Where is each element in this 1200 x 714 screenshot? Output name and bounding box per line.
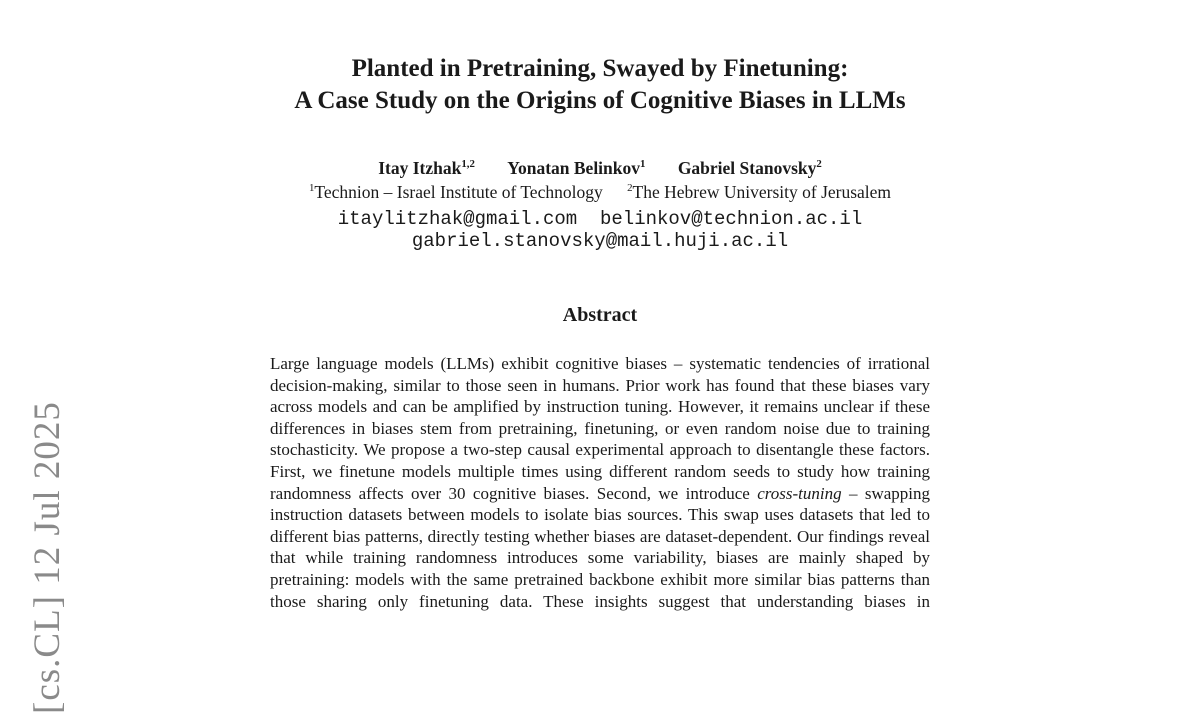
author-name: Yonatan Belinkov: [507, 158, 641, 178]
author-name: Gabriel Stanovsky: [677, 158, 817, 178]
abstract-heading: Abstract: [562, 304, 638, 326]
abstract-segment: Large language models (LLMs) exhibit cognitive biases – systematic tendencies of irrational decision-making, similar to those seen in humans. Prior work has found that these biases vary across models and can be amplified by instruction tuning. However, it remains unclear if these differences in biases stem from pretraining, finetuning, or even random noise due to training stochasticity. We propose a two-step causal experimental approach to disentangle these factors. First, we finetune models multiple times using different random seeds to study how training randomness affects over 30 cognitive biases. Second, we introduce: [270, 354, 930, 503]
author-name: Itay Itzhak: [378, 158, 462, 178]
paper-content: [0, 53, 1200, 612]
author-list: [0, 157, 1200, 179]
author-affiliation-marker: 1: [640, 158, 646, 171]
email-line-2: gabriel.stanovsky@mail.huji.ac.il: [411, 230, 789, 252]
abstract-segment-italic: cross-tuning: [757, 483, 842, 503]
abstract-section: [0, 304, 1200, 612]
affiliation-technion: [309, 182, 603, 202]
paper-title: [0, 53, 1200, 117]
author-gabriel-stanovsky: [678, 158, 822, 178]
affiliation-marker: 1: [308, 182, 315, 195]
affiliation-hebrew-university: [627, 182, 891, 202]
title-line-2: A Case Study on the Origins of Cognitive Biases in LLMs: [294, 87, 906, 114]
email-line-1: itaylitzhak@gmail.com belinkov@technion.ac.il: [337, 208, 863, 230]
abstract-segment: – swapping instruction datasets between models to isolate bias sources. This swap uses datasets that led to different bias patterns, directly testing whether biases are dataset-dependent. Our findings reveal that while training randomness introduces some variability, biases are mainly shaped by pretraining: models with the same pretrained backbone exhibit more similar bias patterns than those sharing only finetuning data. These insights suggest that understanding biases in: [270, 483, 930, 611]
paper-page: [0, 53, 1200, 714]
affiliation-list: [0, 181, 1200, 203]
author-yonatan-belinkov: [507, 158, 645, 178]
affiliation-name: Technion – Israel Institute of Technology: [314, 182, 603, 202]
abstract-text: [270, 353, 930, 612]
affiliation-marker: 2: [627, 182, 633, 195]
author-affiliation-marker: 1,2: [461, 158, 475, 171]
affiliation-name: The Hebrew University of Jerusalem: [632, 182, 892, 202]
author-itay-itzhak: [378, 158, 475, 178]
arxiv-stamp: [cs.CL] 12 Jul 2025: [27, 401, 68, 714]
author-affiliation-marker: 2: [816, 158, 822, 171]
title-line-1: Planted in Pretraining, Swayed by Finetuning:: [351, 55, 849, 82]
